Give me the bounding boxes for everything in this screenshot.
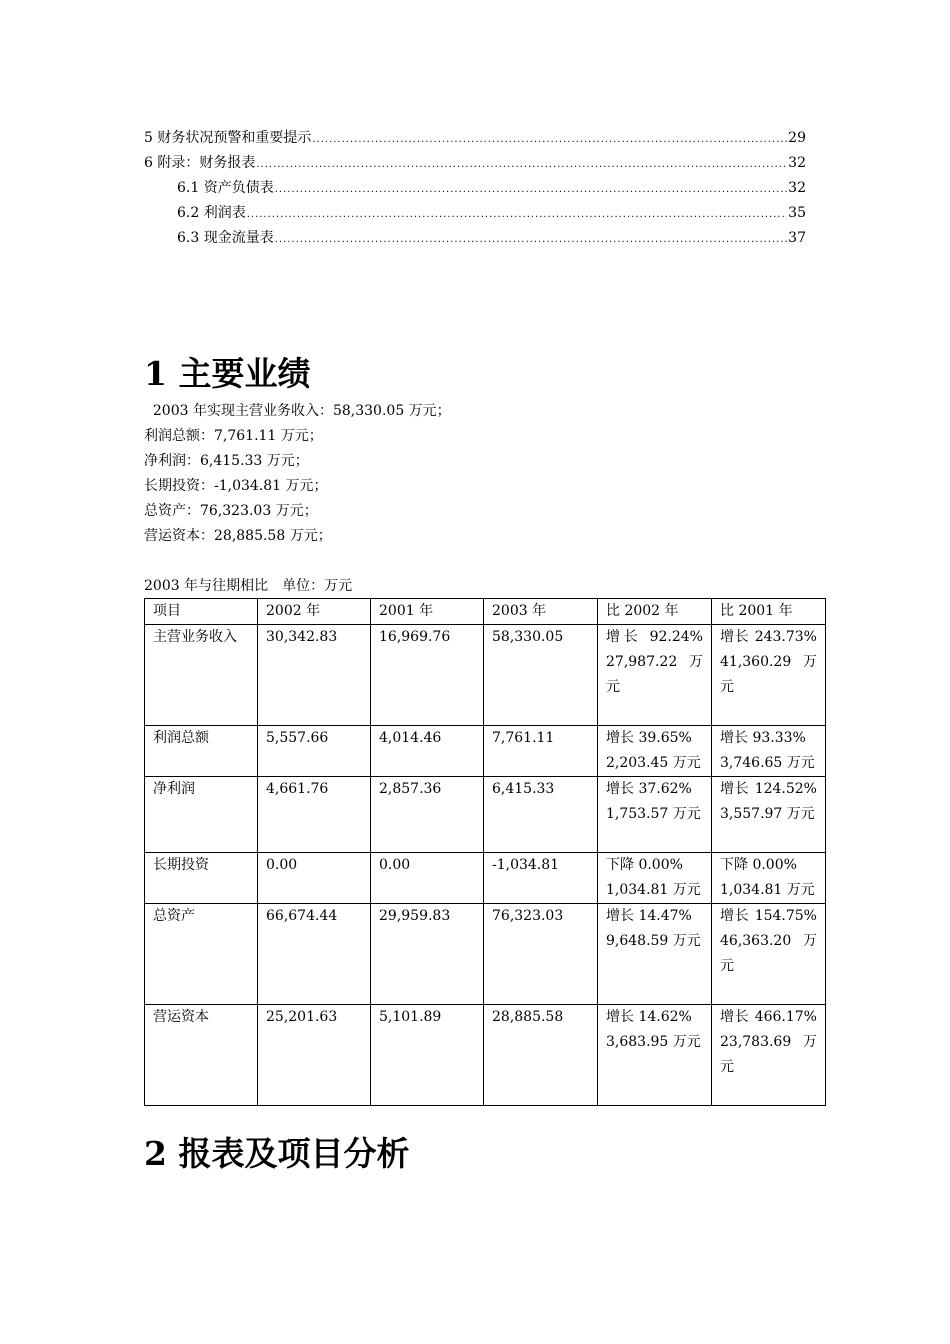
toc-entry[interactable] [144, 201, 806, 226]
column-header: 项目 [145, 599, 258, 625]
table-cell: 5,101.89 [371, 1005, 484, 1106]
toc-entry-page: 29 [788, 130, 806, 146]
toc-entry-page: 37 [788, 230, 806, 246]
column-header: 2003 年 [484, 599, 598, 625]
table-cell: 30,342.83 [258, 625, 371, 726]
table-cell: 6,415.33 [484, 777, 598, 853]
toc-dot-leader [275, 226, 787, 252]
summary-line-net-profit: 净利润：6,415.33 万元； [144, 453, 309, 469]
table-row [145, 777, 826, 853]
section-1-heading: 1 主要业绩 [144, 354, 311, 393]
table-cell: 长期投资 [145, 853, 258, 904]
toc-dot-leader [312, 126, 787, 152]
toc-entry[interactable] [144, 176, 806, 201]
table-cell: 7,761.11 [484, 726, 598, 777]
table-cell: 增长 14.47% 9,648.59 万元 [598, 904, 712, 1005]
toc-entry-page: 32 [788, 180, 806, 196]
toc-dot-leader [256, 151, 787, 177]
table-caption-title: 2003 年与往期相比 [144, 578, 269, 594]
performance-comparison-table [144, 598, 826, 1106]
toc-entry-label: 6.1 资产负债表 [177, 180, 274, 196]
toc-entry[interactable] [144, 226, 806, 251]
table-cell: 29,959.83 [371, 904, 484, 1005]
table-cell: 增长 466.17% 23,783.69 万元 [712, 1005, 826, 1106]
table-cell: 25,201.63 [258, 1005, 371, 1106]
toc-dot-leader [275, 176, 787, 202]
table-cell: 0.00 [258, 853, 371, 904]
toc-entry-label: 6.3 现金流量表 [177, 230, 274, 246]
table-caption-unit: 单位：万元 [282, 578, 353, 594]
column-header: 2002 年 [258, 599, 371, 625]
column-header: 比 2001 年 [712, 599, 826, 625]
table-of-contents [144, 126, 806, 251]
table-row [145, 853, 826, 904]
table-cell: 16,969.76 [371, 625, 484, 726]
table-cell: 增长 124.52% 3,557.97 万元 [712, 777, 826, 853]
table-cell: 增长 37.62% 1,753.57 万元 [598, 777, 712, 853]
table-cell: 增长 93.33% 3,746.65 万元 [712, 726, 826, 777]
section-2-heading: 2 报表及项目分析 [144, 1134, 410, 1173]
table-cell: 4,014.46 [371, 726, 484, 777]
toc-dot-leader [247, 201, 787, 227]
table-cell: 营运资本 [145, 1005, 258, 1106]
table-cell: 58,330.05 [484, 625, 598, 726]
table-cell: 增长 243.73% 41,360.29 万元 [712, 625, 826, 726]
summary-line-total-profit: 利润总额：7,761.11 万元； [144, 428, 323, 444]
table-row [145, 726, 826, 777]
table-cell: 总资产 [145, 904, 258, 1005]
toc-entry-label: 6 附录：财务报表 [144, 155, 256, 171]
table-cell: 下降 0.00% 1,034.81 万元 [712, 853, 826, 904]
table-row [145, 904, 826, 1005]
table-cell: 0.00 [371, 853, 484, 904]
toc-entry[interactable] [144, 151, 806, 176]
table-caption [144, 574, 352, 598]
table-cell: 5,557.66 [258, 726, 371, 777]
toc-entry[interactable] [144, 126, 806, 151]
table-cell: 增长 39.65% 2,203.45 万元 [598, 726, 712, 777]
table-cell: 增长 154.75% 46,363.20 万元 [712, 904, 826, 1005]
toc-entry-page: 35 [788, 205, 806, 221]
table-row [145, 625, 826, 726]
summary-line-long-term-investment: 长期投资：-1,034.81 万元； [144, 478, 328, 494]
table-cell: 增长 14.62% 3,683.95 万元 [598, 1005, 712, 1106]
table-cell: 增长 92.24% 27,987.22 万元 [598, 625, 712, 726]
toc-entry-label: 6.2 利润表 [177, 205, 246, 221]
table-cell: 76,323.03 [484, 904, 598, 1005]
toc-entry-page: 32 [788, 155, 806, 171]
table-cell: 4,661.76 [258, 777, 371, 853]
toc-entry-label: 5 财务状况预警和重要提示 [144, 130, 312, 146]
summary-line-total-assets: 总资产：76,323.03 万元； [144, 503, 318, 519]
column-header: 比 2002 年 [598, 599, 712, 625]
table-cell: 66,674.44 [258, 904, 371, 1005]
table-cell: 利润总额 [145, 726, 258, 777]
summary-line-revenue: 2003 年实现主营业务收入：58,330.05 万元； [144, 403, 451, 419]
table-header-row [145, 599, 826, 625]
table-cell: 28,885.58 [484, 1005, 598, 1106]
performance-summary [144, 399, 451, 549]
column-header: 2001 年 [371, 599, 484, 625]
table-cell: 下降 0.00% 1,034.81 万元 [598, 853, 712, 904]
summary-line-working-capital: 营运资本：28,885.58 万元； [144, 528, 332, 544]
table-row [145, 1005, 826, 1106]
table-cell: 主营业务收入 [145, 625, 258, 726]
table-cell: 净利润 [145, 777, 258, 853]
table-cell: 2,857.36 [371, 777, 484, 853]
table-cell: -1,034.81 [484, 853, 598, 904]
